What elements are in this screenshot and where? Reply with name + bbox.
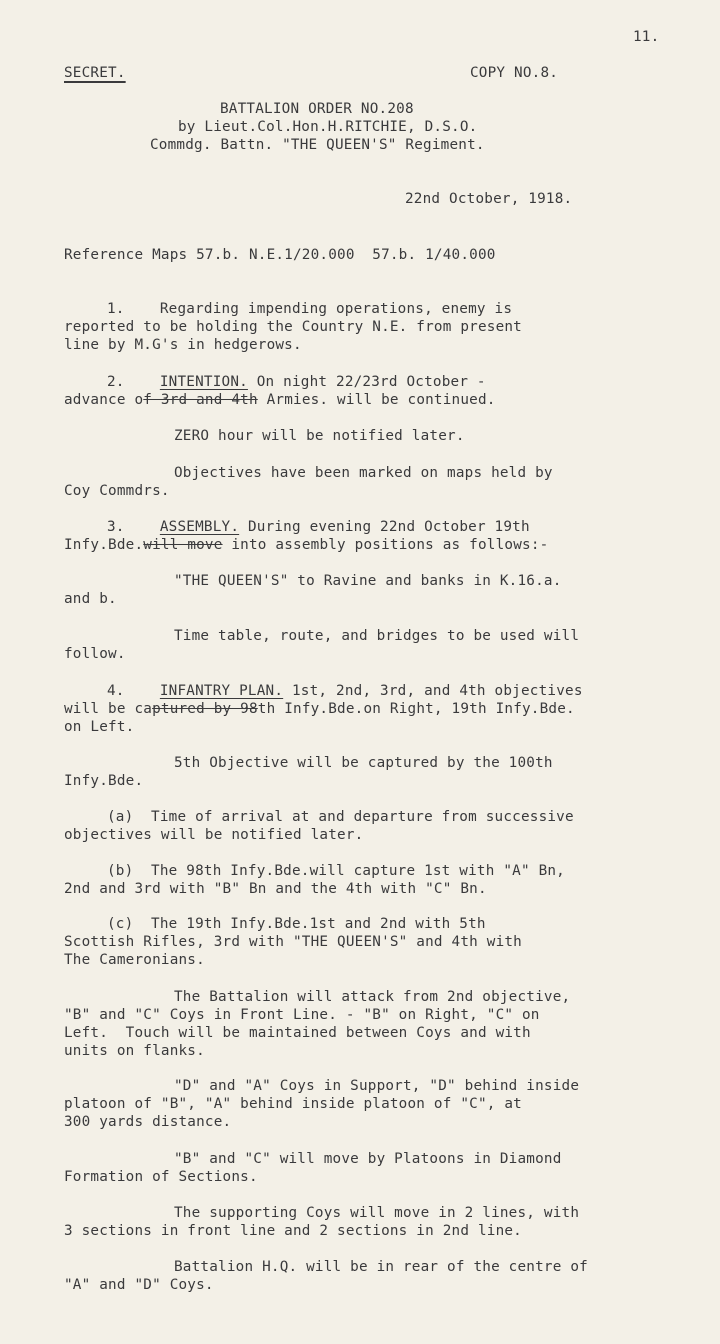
timetable-line-1: Time table, route, and bridges to be used will xyxy=(174,628,580,644)
para-2-line-1 xyxy=(107,373,486,391)
para-2-line-2-post: Armies. will be continued. xyxy=(257,392,496,408)
supporting-coys-line-2: 3 sections in front line and 2 sections in 2nd line. xyxy=(64,1223,522,1239)
para-4-line-1-text: 1st, 2nd, 3rd, and 4th objectives xyxy=(283,683,583,699)
sub-a-line-2: objectives will be notified later. xyxy=(64,827,364,843)
sub-b-line-1: (b) The 98th Infy.Bde.will capture 1st with "A" Bn, xyxy=(107,863,565,879)
para-2-number: 2. xyxy=(107,374,125,390)
fifth-objective-line-2: Infy.Bde. xyxy=(64,773,144,789)
hq-line-2: "A" and "D" Coys. xyxy=(64,1277,214,1293)
sub-c-line-2: Scottish Rifles, 3rd with "THE QUEEN'S" and 4th with xyxy=(64,934,522,950)
reference-maps: Reference Maps 57.b. N.E.1/20.000 57.b. 1/40.000 xyxy=(64,247,496,263)
para-4-heading: INFANTRY PLAN. xyxy=(159,683,284,699)
battalion-attack-line-3: Left. Touch will be maintained between Coys and with xyxy=(64,1025,531,1041)
objectives-line-1: Objectives have been marked on maps held by xyxy=(174,465,553,481)
para-2-heading: INTENTION. xyxy=(159,374,248,390)
para-2-line-2-pre: advance o xyxy=(64,392,144,408)
diamond-line-1: "B" and "C" will move by Platoons in Diamond xyxy=(174,1151,562,1167)
fifth-objective-line-1: 5th Objective will be captured by the 100th xyxy=(174,755,553,771)
hq-line-1: Battalion H.Q. will be in rear of the centre of xyxy=(174,1259,588,1275)
para-3-number: 3. xyxy=(107,519,125,535)
zero-hour-note: ZERO hour will be notified later. xyxy=(174,428,465,444)
supporting-coys-line-1: The supporting Coys will move in 2 lines, with xyxy=(174,1205,580,1221)
classification-label: SECRET. xyxy=(64,65,126,81)
battalion-attack-line-4: units on flanks. xyxy=(64,1043,205,1059)
para-1-line-2: reported to be holding the Country N.E. from present xyxy=(64,319,522,335)
issued-by: by Lieut.Col.Hon.H.RITCHIE, D.S.O. xyxy=(178,119,478,135)
command-line: Commdg. Battn. "THE QUEEN'S" Regiment. xyxy=(150,137,485,153)
sub-b-line-2: 2nd and 3rd with "B" Bn and the 4th with "C" Bn. xyxy=(64,881,487,897)
para-1-line-1: 1. Regarding impending operations, enemy is xyxy=(107,301,513,317)
para-3-line-2-post: into assembly positions as follows:- xyxy=(222,537,549,553)
para-4-number: 4. xyxy=(107,683,125,699)
diamond-line-2: Formation of Sections. xyxy=(64,1169,258,1185)
para-2-line-2-struck: f 3rd and 4th xyxy=(143,392,258,408)
para-4-line-1 xyxy=(107,682,583,700)
sub-a-line-1: (a) Time of arrival at and departure from successive xyxy=(107,809,574,825)
para-2-line-1-text: On night 22/23rd October - xyxy=(247,374,486,390)
support-line-1: "D" and "A" Coys in Support, "D" behind inside xyxy=(174,1078,580,1094)
para-3-line-1-text: During evening 22nd October 19th xyxy=(239,519,530,535)
order-date: 22nd October, 1918. xyxy=(405,191,573,207)
queens-position-line-1: "THE QUEEN'S" to Ravine and banks in K.16.a. xyxy=(174,573,562,589)
para-2-line-2 xyxy=(64,391,496,409)
para-4-line-3: on Left. xyxy=(64,719,135,735)
para-3-line-1 xyxy=(107,518,530,536)
timetable-line-2: follow. xyxy=(64,646,126,662)
para-3-line-2-struck: will move xyxy=(143,537,223,553)
para-4-line-2 xyxy=(64,700,575,718)
para-3-heading: ASSEMBLY. xyxy=(159,519,240,535)
para-1-line-3: line by M.G's in hedgerows. xyxy=(64,337,302,353)
battalion-attack-line-2: "B" and "C" Coys in Front Line. - "B" on Right, "C" on xyxy=(64,1007,540,1023)
para-4-line-2-pre: will be ca xyxy=(64,701,153,717)
queens-position-line-2: and b. xyxy=(64,591,117,607)
para-4-line-2-post: th Infy.Bde.on Right, 19th Infy.Bde. xyxy=(257,701,575,717)
page-number: 11. xyxy=(633,29,660,45)
para-3-line-2-pre: Infy.Bde. xyxy=(64,537,144,553)
support-line-3: 300 yards distance. xyxy=(64,1114,232,1130)
para-3-line-2 xyxy=(64,536,548,554)
para-4-line-2-struck: ptured by 98 xyxy=(152,701,258,717)
sub-c-line-1: (c) The 19th Infy.Bde.1st and 2nd with 5th xyxy=(107,916,486,932)
sub-c-line-3: The Cameronians. xyxy=(64,952,205,968)
order-title: BATTALION ORDER NO.208 xyxy=(220,101,414,117)
copy-number: COPY NO.8. xyxy=(470,65,559,81)
support-line-2: platoon of "B", "A" behind inside platoon of "C", at xyxy=(64,1096,522,1112)
battalion-attack-line-1: The Battalion will attack from 2nd objective, xyxy=(174,989,571,1005)
objectives-line-2: Coy Commdrs. xyxy=(64,483,170,499)
